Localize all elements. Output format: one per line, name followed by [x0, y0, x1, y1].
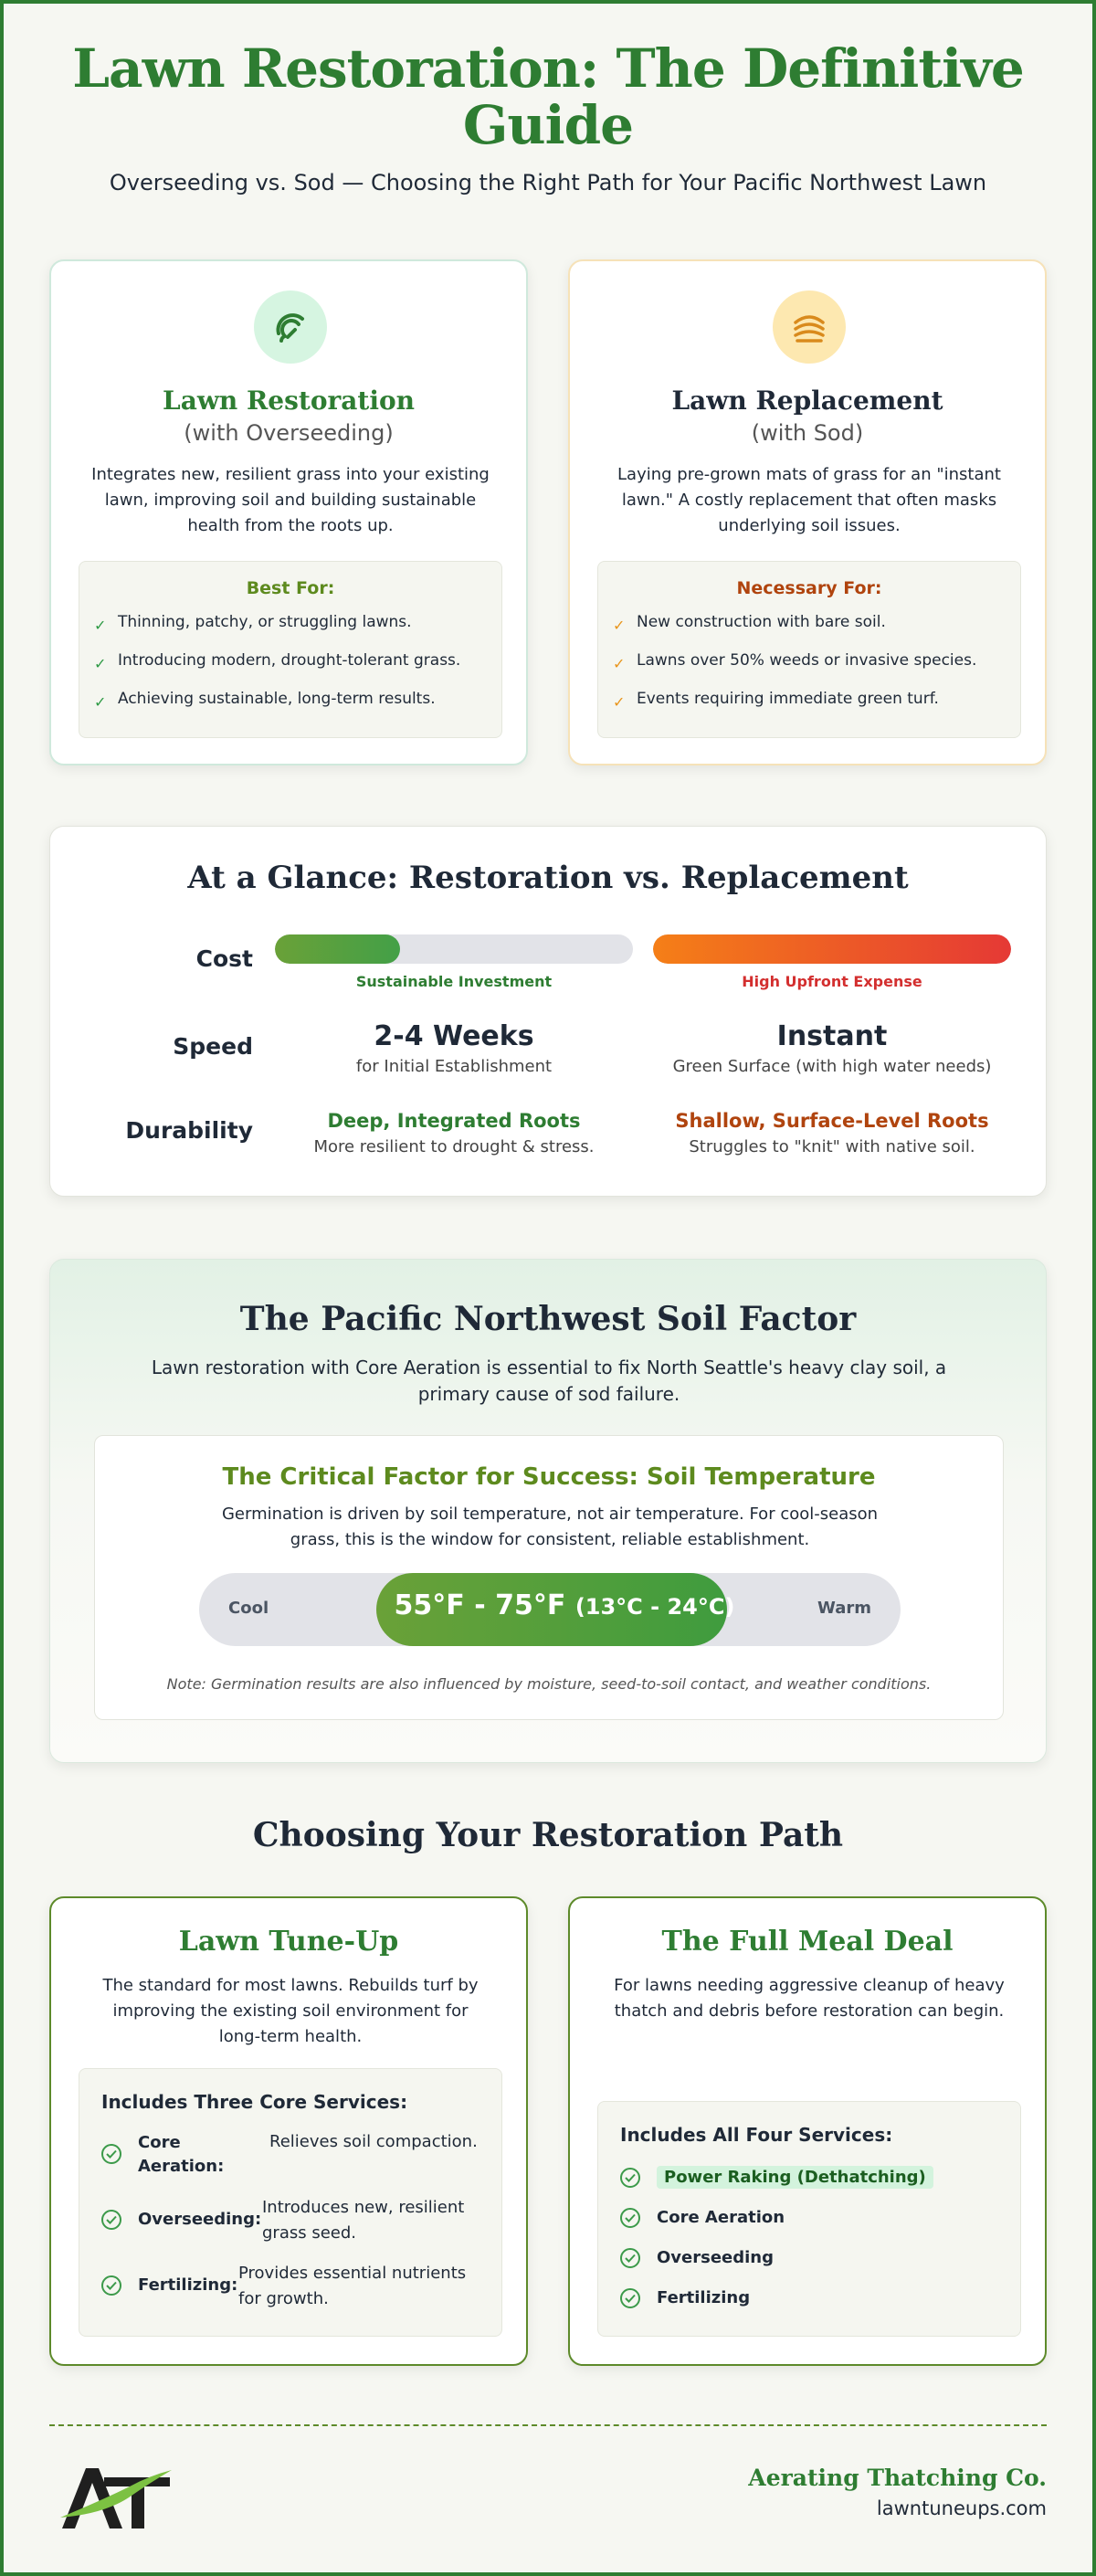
highlighted-service: Power Raking (Dethatching)	[657, 2166, 933, 2189]
tune-up-services-heading: Includes Three Core Services:	[101, 2091, 408, 2113]
service-description: Introduces new, resilient grass seed.	[262, 2198, 465, 2243]
check-circle-icon	[101, 2144, 121, 2164]
header	[0, 37, 1096, 195]
comparison-title: At a Glance: Restoration vs. Replacement	[187, 860, 909, 896]
service-name: Overseeding:	[138, 2210, 262, 2229]
soil-title: The Pacific Northwest Soil Factor	[239, 1300, 857, 1338]
checkmark-icon: ✓	[94, 693, 107, 711]
restoration-subtitle: (with Overseeding)	[184, 420, 394, 446]
footer-divider	[49, 2424, 1047, 2426]
check-circle-icon	[620, 2288, 640, 2308]
replacement-subtitle: (with Sod)	[751, 420, 864, 446]
service-name	[657, 2166, 933, 2190]
replacement-speed-value: Instant	[776, 1020, 888, 1052]
speed-label: Speed	[173, 1033, 253, 1060]
replacement-cost-caption: High Upfront Expense	[742, 973, 922, 990]
full-meal-deal-description: For lawns needing aggressive cleanup of heavy thatch and debris before restoration can begin.	[614, 1976, 1005, 2021]
check-circle-icon	[101, 2275, 121, 2296]
comparison-panel	[49, 826, 1047, 1197]
checkmark-icon: ✓	[613, 655, 626, 672]
check-circle-icon	[101, 2210, 121, 2230]
tune-up-services-box	[79, 2068, 502, 2337]
germination-note: Note: Germination results are also influenced by moisture, seed-to-soil contact, and weather conditions.	[166, 1675, 932, 1693]
durability-label: Durability	[125, 1117, 253, 1144]
restoration-speed-note: for Initial Establishment	[355, 1057, 553, 1076]
restoration-title: Lawn Restoration	[163, 385, 415, 416]
necessary-for-heading: Necessary For:	[736, 578, 882, 598]
service-name: Fertilizing:	[138, 2275, 238, 2295]
checkmark-icon: ✓	[613, 693, 626, 711]
company-logo[interactable]	[58, 2459, 177, 2532]
service-name: Core Aeration:	[138, 2133, 225, 2176]
scale-warm-label: Warm	[817, 1599, 871, 1618]
replacement-durability-value: Shallow, Surface-Level Roots	[675, 1110, 989, 1132]
soil-factor-section	[49, 1259, 1047, 1763]
sod-layers-icon	[773, 290, 846, 364]
full-meal-deal-card	[568, 1896, 1047, 2366]
list-item: ✓ Thinning, patchy, or struggling lawns.	[94, 613, 412, 634]
service-name: Overseeding	[657, 2248, 775, 2267]
temperature-range-value: 55°F - 75°F (13°C - 24°C)	[394, 1589, 735, 1621]
scale-cool-label: Cool	[228, 1599, 269, 1618]
service-description: Relieves soil compaction.	[269, 2132, 478, 2151]
soil-temperature-description: Germination is driven by soil temperature, not air temperature. For cool-season grass, this is the window for consistent, reliable establishment.	[221, 1504, 879, 1549]
replacement-durability-note: Struggles to "knit" with native soil.	[689, 1137, 975, 1156]
soil-temperature-title: The Critical Factor for Success: Soil Temperature	[222, 1463, 876, 1491]
service-name: Fertilizing	[657, 2288, 751, 2307]
tune-up-description: The standard for most lawns. Rebuilds turf by improving the existing soil environment for long-term health.	[102, 1976, 479, 2046]
list-item: ✓ Achieving sustainable, long-term results.	[94, 690, 436, 711]
list-item: ✓ Events requiring immediate green turf.	[613, 690, 939, 711]
full-meal-deal-title: The Full Meal Deal	[661, 1926, 954, 1958]
restoration-description: Integrates new, resilient grass into your existing lawn, improving soil and building sustainable health from the roots up.	[91, 465, 490, 535]
tune-up-title: Lawn Tune-Up	[178, 1926, 399, 1958]
best-for-heading: Best For:	[246, 578, 335, 598]
check-circle-icon	[620, 2208, 640, 2228]
sprout-swirl-icon	[254, 290, 327, 364]
tune-up-card	[49, 1896, 528, 2366]
checkmark-icon: ✓	[94, 617, 107, 634]
restoration-speed-value: 2-4 Weeks	[374, 1020, 534, 1052]
replacement-title: Lawn Replacement	[671, 385, 943, 416]
necessary-for-box	[597, 561, 1021, 738]
page-subtitle: Overseeding vs. Sod — Choosing the Right Path for Your Pacific Northwest Lawn	[109, 170, 987, 195]
restoration-cost-bar	[275, 934, 633, 964]
best-for-box	[79, 561, 502, 738]
list-item: ✓ New construction with bare soil.	[613, 613, 886, 634]
check-circle-icon	[620, 2248, 640, 2268]
replacement-description: Laying pre-grown mats of grass for an "instant lawn." A costly replacement that often masks underlying soil issues.	[617, 465, 1001, 535]
service-name: Core Aeration	[657, 2208, 785, 2227]
website-link[interactable]: lawntuneups.com	[876, 2497, 1047, 2519]
company-name: Aerating Thatching Co.	[748, 2465, 1047, 2491]
page-title: Lawn Restoration: The Definitive Guide	[72, 37, 1024, 156]
full-meal-deal-services-box	[597, 2101, 1021, 2337]
checkmark-icon: ✓	[613, 617, 626, 634]
restoration-cost-caption: Sustainable Investment	[355, 973, 553, 990]
full-meal-deal-services-heading: Includes All Four Services:	[620, 2124, 893, 2146]
soil-temperature-box	[94, 1435, 1004, 1720]
replacement-speed-note: Green Surface (with high water needs)	[672, 1057, 992, 1076]
cost-label: Cost	[195, 945, 253, 972]
restoration-durability-value: Deep, Integrated Roots	[327, 1110, 581, 1132]
service-description: Provides essential nutrients for growth.	[238, 2264, 467, 2308]
check-circle-icon	[620, 2168, 640, 2188]
checkmark-icon: ✓	[94, 655, 107, 672]
restoration-durability-note: More resilient to drought & stress.	[313, 1137, 595, 1156]
restoration-card	[49, 259, 528, 765]
replacement-card	[568, 259, 1047, 765]
temperature-scale	[199, 1573, 901, 1646]
list-item: ✓ Lawns over 50% weeds or invasive species.	[613, 651, 977, 672]
restoration-cost-fill	[275, 934, 400, 964]
path-section-title: Choosing Your Restoration Path	[252, 1816, 844, 1854]
list-item: ✓ Introducing modern, drought-tolerant grass.	[94, 651, 461, 672]
soil-description: Lawn restoration with Core Aeration is essential to fix North Seattle's heavy clay soil, a primary cause of sod failure.	[151, 1357, 947, 1405]
replacement-cost-bar	[653, 934, 1011, 964]
replacement-cost-fill	[653, 934, 1011, 964]
